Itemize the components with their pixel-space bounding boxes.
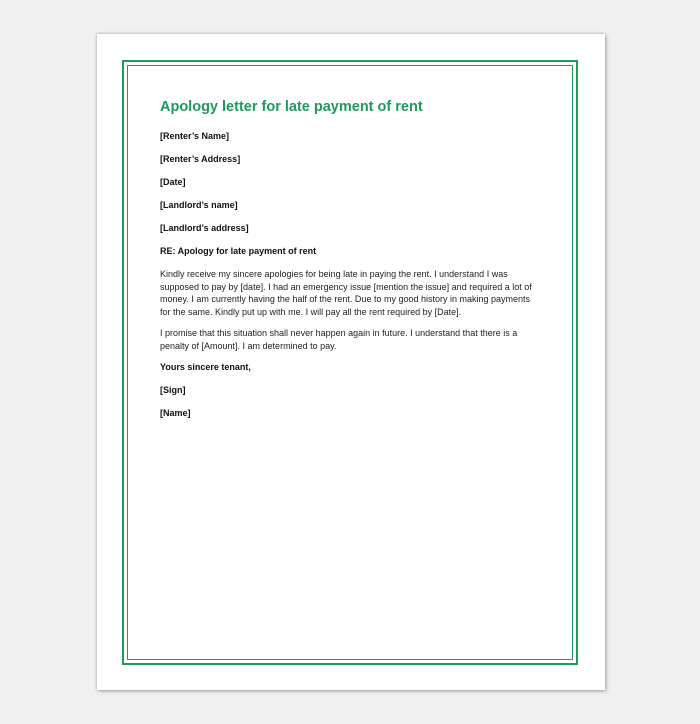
renter-name: [Renter’s Name] [160, 131, 230, 141]
body-paragraph-2: I promise that this situation shall never happen again in future. I understand that there is a penalty of [Amount]. I am determined to pay. [160, 328, 518, 351]
body-paragraph-1: Kindly receive my sincere apologies for being late in paying the rent. I understand I was supposed to pay by [date]. I had an emergency issue [mention the issue] and required a lot of money. I am currently having the half of the rent. Due to my good history in making payments for the same. Kindly put up with me. I will pay all the rent required by [Date]. [160, 269, 532, 317]
letter-content [160, 98, 540, 430]
closing-line: Yours sincere tenant, [160, 362, 251, 372]
signature-placeholder: [Sign] [160, 385, 186, 395]
letter-title: Apology letter for late payment of rent [160, 99, 423, 115]
landlord-name: [Landlord’s name] [160, 200, 238, 210]
name-placeholder: [Name] [160, 408, 191, 418]
letter-subject: RE: Apology for late payment of rent [160, 246, 317, 256]
letter-page [97, 34, 605, 690]
landlord-address: [Landlord’s address] [160, 223, 249, 233]
renter-address: [Renter’s Address] [160, 154, 241, 164]
letter-date: [Date] [160, 177, 186, 187]
